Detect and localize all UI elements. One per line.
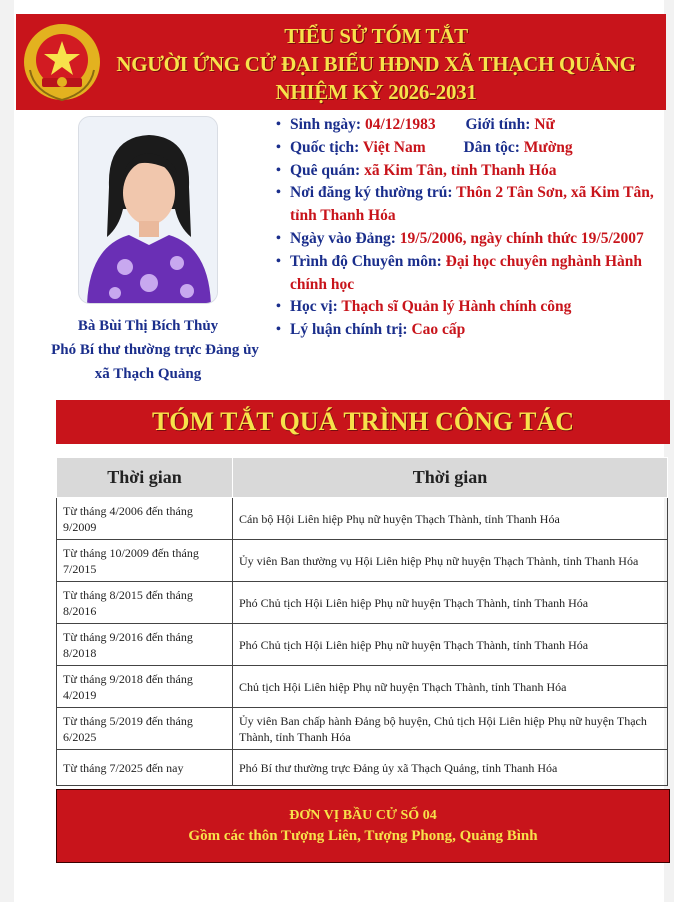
table-cell-time: Từ tháng 7/2025 đến nay (57, 750, 233, 786)
table-cell-time: Từ tháng 10/2009 đến tháng 7/2015 (57, 540, 233, 582)
expertise-value: Đại học chuyên nghành Hành chính học (290, 252, 643, 293)
bullet-icon: • (276, 162, 281, 178)
residence-value: Thôn 2 Tân Sơn, xã Kim Tân, tỉnh Thanh Hóa (290, 184, 654, 225)
title-line-3: NHIỆM KỲ 2026-2031 (275, 80, 477, 104)
bullet-icon: • (276, 299, 281, 315)
bullet-icon: • (276, 230, 281, 246)
table-row (57, 582, 668, 624)
portrait-icon (79, 117, 218, 304)
candidate-name: Bà Bùi Thị Bích Thủy (77, 318, 219, 334)
document-page (14, 0, 664, 902)
nationality-value: Việt Nam (362, 138, 426, 156)
gender-label: Giới tính: (465, 116, 531, 133)
hometown-value: xã Kim Tân, tỉnh Thanh Hóa (364, 161, 557, 179)
table-cell-position: Chủ tịch Hội Liên hiệp Phụ nữ huyện Thạch Thành, tỉnh Thanh Hóa (233, 666, 668, 708)
degree-label: Học vị: (290, 298, 338, 316)
info-politics (276, 319, 672, 342)
nationality-label: Quốc tịch: (290, 138, 360, 156)
table-cell-position: Ủy viên Ban thường vụ Hội Liên hiệp Phụ nữ huyện Thạch Thành, tỉnh Thanh Hóa (233, 540, 668, 582)
table-row (57, 666, 668, 708)
degree-value: Thạch sĩ Quản lý Hành chính công (341, 298, 572, 316)
electoral-unit-areas: Gồm các thôn Tượng Liên, Tượng Phong, Quảng Bình (188, 828, 538, 844)
table-cell-time: Từ tháng 8/2015 đến tháng 8/2016 (57, 582, 233, 624)
birth-value: 04/12/1983 (364, 116, 436, 133)
info-residence (276, 182, 672, 228)
header-banner (16, 14, 666, 110)
gender-value: Nữ (534, 116, 555, 133)
title-line-1: TIỂU SỬ TÓM TẮT (284, 24, 468, 48)
table-cell-time: Từ tháng 9/2016 đến tháng 8/2018 (57, 624, 233, 666)
table-row (57, 624, 668, 666)
info-hometown (276, 160, 672, 183)
section-title: TÓM TẮT QUÁ TRÌNH CÔNG TÁC (151, 407, 575, 436)
table-cell-position: Phó Chủ tịch Hội Liên hiệp Phụ nữ huyện Thạch Thành, tỉnh Thanh Hóa (233, 624, 668, 666)
table-row (57, 750, 668, 786)
party-label: Ngày vào Đảng: (290, 229, 396, 247)
section-header (56, 400, 670, 444)
table-cell-time: Từ tháng 5/2019 đến tháng 6/2025 (57, 708, 233, 750)
bullet-icon: • (276, 117, 281, 132)
table-header-position: Thời gian (233, 458, 668, 498)
candidate-info-list (276, 114, 672, 342)
bullet-icon: • (276, 139, 281, 155)
info-expertise (276, 251, 672, 297)
candidate-portrait (78, 116, 218, 304)
residence-label: Nơi đăng ký thường trú: (290, 184, 453, 202)
table-row (57, 498, 668, 540)
table-row (57, 540, 668, 582)
politics-value: Cao cấp (411, 321, 466, 339)
table-cell-position: Ủy viên Ban chấp hành Đảng bộ huyện, Chủ tịch Hội Liên hiệp Phụ nữ huyện Thạch Thành, tỉnh Thanh Hóa (233, 708, 668, 750)
info-party-date (276, 228, 672, 251)
table-cell-position: Cán bộ Hội Liên hiệp Phụ nữ huyện Thạch Thành, tỉnh Thanh Hóa (233, 498, 668, 540)
candidate-role-line-1: Phó Bí thư thường trực Đảng ủy (51, 342, 259, 358)
info-birth-gender (276, 114, 672, 137)
expertise-label: Trình độ Chuyên môn: (290, 252, 442, 270)
bullet-icon: • (276, 185, 281, 201)
table-cell-time: Từ tháng 4/2006 đến tháng 9/2009 (57, 498, 233, 540)
table-cell-position: Phó Chủ tịch Hội Liên hiệp Phụ nữ huyện Thạch Thành, tỉnh Thanh Hóa (233, 582, 668, 624)
title-line-2: NGƯỜI ỨNG CỬ ĐẠI BIỂU HĐND XÃ THẠCH QUẢNG (116, 52, 636, 76)
electoral-unit-banner (56, 789, 670, 863)
career-table (56, 457, 668, 786)
info-nationality-ethnicity (276, 137, 672, 160)
ethnicity-label: Dân tộc: (463, 138, 520, 156)
table-header-time: Thời gian (57, 458, 233, 498)
candidate-role-line-2: xã Thạch Quảng (94, 366, 202, 382)
electoral-unit-title: ĐƠN VỊ BẦU CỬ SỐ 04 (289, 808, 437, 823)
politics-label: Lý luận chính trị: (290, 321, 408, 339)
table-cell-position: Phó Bí thư thường trực Đảng ủy xã Thạch Quảng, tỉnh Thanh Hóa (233, 750, 668, 786)
info-degree (276, 296, 672, 319)
table-header-row (57, 458, 668, 498)
hometown-label: Quê quán: (290, 161, 361, 179)
ethnicity-value: Mường (523, 138, 573, 156)
birth-label: Sinh ngày: (290, 116, 362, 133)
bullet-icon: • (276, 322, 281, 338)
bullet-icon: • (276, 253, 281, 269)
table-row (57, 708, 668, 750)
table-cell-time: Từ tháng 9/2018 đến tháng 4/2019 (57, 666, 233, 708)
party-value: 19/5/2006, ngày chính thức 19/5/2007 (399, 229, 644, 247)
